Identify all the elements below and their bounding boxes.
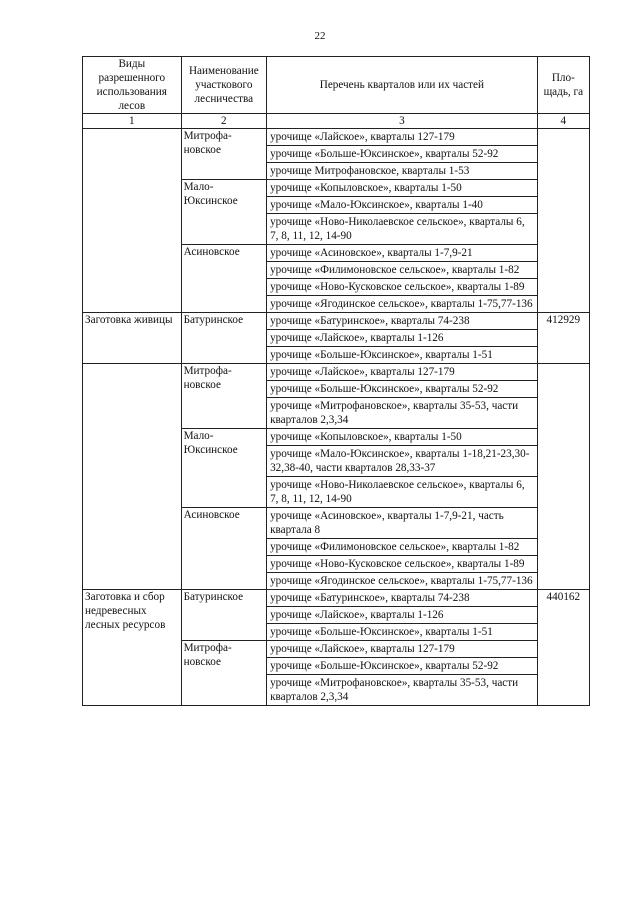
quarter-entry: урочище «Больше-Юксинское», кварталы 52-92 xyxy=(267,658,537,675)
quarter-entry: урочище «Ново-Николаевское сельское», кварталы 6, 7, 8, 11, 12, 14-90 xyxy=(270,479,525,505)
quarter-entry: урочище «Асиновское», кварталы 1-7,9-21 xyxy=(267,245,537,262)
quarter-entry: урочище Митрофановское, кварталы 1-53 xyxy=(270,165,470,177)
forest-usage-table xyxy=(82,56,590,706)
quarter-entry: урочище «Батуринское», кварталы 74-238 xyxy=(267,590,537,607)
header-row xyxy=(83,57,590,114)
usage-type-cell xyxy=(83,364,182,590)
quarter-entry: урочище «Копыловское», кварталы 1-50 xyxy=(267,429,537,446)
forestry-name-cell: Асиновское xyxy=(181,508,267,590)
quarters-list-cell xyxy=(267,590,538,641)
quarters-list-cell xyxy=(267,429,538,508)
quarters-list-cell xyxy=(267,129,538,180)
quarter-entry: урочище «Лайское», кварталы 127-179 xyxy=(267,364,537,381)
area-cell: 412929 xyxy=(537,313,589,364)
quarters-list-cell xyxy=(267,245,538,313)
quarter-entry: урочище «Лайское», кварталы 127-179 xyxy=(267,641,537,658)
quarter-entry: урочище «Филимоновское сельское», кварталы 1-82 xyxy=(267,262,537,279)
forestry-name-cell: Батуринское xyxy=(181,313,267,364)
table-row xyxy=(83,590,590,641)
quarter-entry: урочище «Ново-Николаевское сельское», кварталы 6, 7, 8, 11, 12, 14-90 xyxy=(270,216,525,242)
header-usage-type: Виды разрешенного использования лесов xyxy=(83,57,182,114)
quarters-list-cell xyxy=(267,313,538,364)
quarter-entry: урочище «Ново-Кусковское сельское», кварталы 1-89 xyxy=(267,279,537,296)
forestry-name-cell: Асиновское xyxy=(181,245,267,313)
column-number: 4 xyxy=(537,114,589,129)
forestry-name-cell: Митрофа-новское xyxy=(181,641,267,706)
quarter-entry: урочище «Митрофановское», кварталы 35-53, части кварталов 2,3,34 xyxy=(270,400,519,426)
quarters-list-cell xyxy=(267,508,538,590)
quarter-entry: урочище «Филимоновское сельское», кварталы 1-82 xyxy=(267,539,537,556)
quarters-list-cell xyxy=(267,364,538,429)
quarter-entry: урочище «Больше-Юксинское», кварталы 1-51 xyxy=(270,349,493,361)
quarter-entry: урочище «Ягодинское сельское», кварталы 1-75,77-136 xyxy=(270,575,533,587)
usage-type-cell xyxy=(83,129,182,313)
usage-type-cell: Заготовка и сбор недревесных лесных ресурсов xyxy=(83,590,182,706)
quarter-entry: урочище «Митрофановское», кварталы 35-53, части кварталов 2,3,34 xyxy=(270,677,519,703)
table-body xyxy=(83,129,590,706)
quarter-entry: урочище «Больше-Юксинское», кварталы 52-92 xyxy=(267,381,537,398)
forestry-name-cell: Митрофа-новское xyxy=(181,364,267,429)
forestry-name-cell: Митрофа-новское xyxy=(181,129,267,180)
page-number: 22 xyxy=(314,30,326,42)
header-area: Пло-щадь, га xyxy=(537,57,589,114)
quarter-entry: урочище «Мало-Юксинское», кварталы 1-18,21-23,30-32,38-40, части кварталов 28,33-37 xyxy=(267,446,537,477)
table-row xyxy=(83,129,590,180)
area-cell xyxy=(537,129,589,313)
column-number: 3 xyxy=(267,114,538,129)
header-quarters-list: Перечень кварталов или их частей xyxy=(267,57,538,114)
forestry-name-cell: Мало-Юксинское xyxy=(181,180,267,245)
quarter-entry: урочище «Больше-Юксинское», кварталы 52-92 xyxy=(267,146,537,163)
quarter-entry: урочище «Лайское», кварталы 127-179 xyxy=(267,129,537,146)
quarter-entry: урочище «Мало-Юксинское», кварталы 1-40 xyxy=(267,197,537,214)
quarters-list-cell xyxy=(267,641,538,706)
quarter-entry: урочище «Батуринское», кварталы 74-238 xyxy=(267,313,537,330)
quarter-entry: урочище «Копыловское», кварталы 1-50 xyxy=(267,180,537,197)
quarter-entry: урочище «Лайское», кварталы 1-126 xyxy=(267,607,537,624)
table-row xyxy=(83,313,590,364)
column-number: 1 xyxy=(83,114,182,129)
column-number: 2 xyxy=(181,114,267,129)
area-cell: 440162 xyxy=(537,590,589,706)
header-forestry-name: Наименование участкового лесничества xyxy=(181,57,267,114)
quarter-entry: урочище «Асиновское», кварталы 1-7,9-21, часть квартала 8 xyxy=(267,508,537,539)
area-cell xyxy=(537,364,589,590)
quarter-entry: урочище «Ново-Кусковское сельское», кварталы 1-89 xyxy=(267,556,537,573)
forestry-name-cell: Батуринское xyxy=(181,590,267,641)
quarter-entry: урочище «Ягодинское сельское», кварталы 1-75,77-136 xyxy=(270,298,533,310)
forestry-name-cell: Мало-Юксинское xyxy=(181,429,267,508)
quarter-entry: урочище «Больше-Юксинское», кварталы 1-51 xyxy=(270,626,493,638)
column-number-row xyxy=(83,114,590,129)
quarters-list-cell xyxy=(267,180,538,245)
usage-type-cell: Заготовка живицы xyxy=(83,313,182,364)
table-row xyxy=(83,364,590,429)
quarter-entry: урочище «Лайское», кварталы 1-126 xyxy=(267,330,537,347)
